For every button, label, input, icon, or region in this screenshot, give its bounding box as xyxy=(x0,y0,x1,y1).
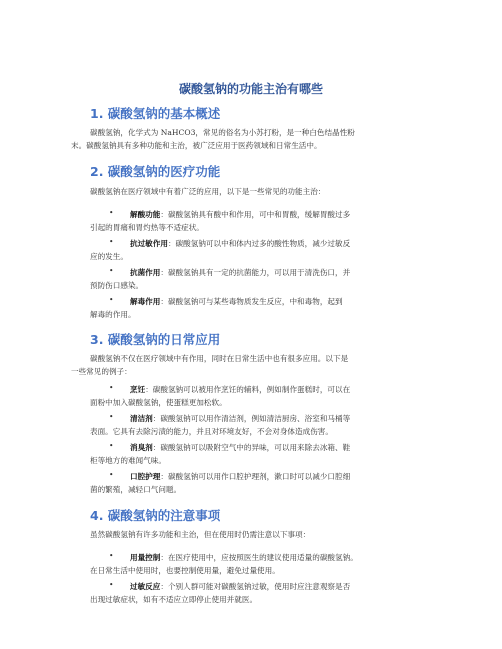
bullet-icon: • xyxy=(109,470,114,479)
paragraph-line: 末。碳酸氢钠具有多种功能和主治，被广泛应用于医药领域和日常生活中。 xyxy=(71,141,322,150)
bullet-icon: • xyxy=(109,412,114,421)
section-intro: 碳酸氢钠不仅在医疗领域中有作用，同时在日常生活中也有很多应用。以下是 xyxy=(90,354,349,363)
list-item-continuation: 表面。它具有去除污渍的能力，并且对环境友好，不会对身体造成伤害。 xyxy=(90,427,333,436)
list-item: 消臭剂：碳酸氢钠可以吸附空气中的异味，可以用来除去冰箱、鞋 xyxy=(130,443,351,452)
list-item-continuation: 在日常生活中使用时，也要控制使用量，避免过量使用。 xyxy=(90,566,280,575)
list-item: 用量控制：在医疗使用中，应按照医生的建议使用适量的碳酸氢钠。 xyxy=(130,553,358,562)
list-item-continuation: 解毒的作用。 xyxy=(90,310,136,319)
list-item-continuation: 柜等地方的难闻气味。 xyxy=(90,456,166,465)
section-intro: 碳酸氢钠在医疗领域中有着广泛的应用，以下是一些常见的功能主治： xyxy=(90,187,326,196)
section-heading-4: 4. 碳酸氢钠的注意事项 xyxy=(90,508,221,523)
list-item: 清洁剂：碳酸氢钠可以用作清洁剂，例如清洁厨房、浴室和马桶等 xyxy=(130,414,351,423)
list-item-continuation: 出现过敏症状，如有不适应立即停止使用并就医。 xyxy=(90,595,258,604)
list-item-continuation: 面粉中加入碳酸氢钠，使蛋糕更加松软。 xyxy=(90,398,227,407)
list-item: 解毒作用：碳酸氢钠可与某些毒物质发生反应，中和毒物，起到 xyxy=(130,297,343,306)
bullet-icon: • xyxy=(109,237,114,246)
bullet-icon: • xyxy=(109,551,114,560)
list-item: 抗过敏作用：碳酸氢钠可以中和体内过多的酸性物质，减少过敏反 xyxy=(130,239,351,248)
bullet-icon: • xyxy=(109,441,114,450)
section-intro: 虽然碳酸氢钠有许多功能和主治，但在使用时仍需注意以下事项： xyxy=(90,530,311,539)
bullet-icon: • xyxy=(109,383,114,392)
list-item-continuation: 预防伤口感染。 xyxy=(90,281,144,290)
list-item: 口腔护理：碳酸氢钠可以用作口腔护理剂，漱口时可以减少口腔细 xyxy=(130,472,351,481)
list-item: 抗菌作用：碳酸氢钠具有一定的抗菌能力，可以用于清洗伤口，并 xyxy=(130,268,351,277)
list-item-continuation: 菌的繁殖，减轻口气问题。 xyxy=(90,485,182,494)
bullet-icon: • xyxy=(109,266,114,275)
section-intro: 一些常见的例子： xyxy=(71,367,132,376)
list-item-continuation: 引起的胃痛和胃灼热等不适症状。 xyxy=(90,223,204,232)
bullet-icon: • xyxy=(109,295,114,304)
document-title: 碳酸氢钠的功能主治有哪些 xyxy=(178,82,323,96)
list-item: 烹饪：碳酸氢钠可以被用作烹饪的辅料，例如制作蛋糕时，可以在 xyxy=(130,385,351,394)
section-heading-3: 3. 碳酸氢钠的日常应用 xyxy=(90,332,221,347)
section-heading-1: 1. 碳酸氢钠的基本概述 xyxy=(90,106,221,121)
list-item: 过敏反应：个别人群可能对碳酸氢钠过敏，使用时应注意观察是否 xyxy=(130,582,351,591)
list-item: 解酸功能：碳酸氢钠具有酸中和作用，可中和胃酸，缓解胃酸过多 xyxy=(130,210,351,219)
bullet-icon: • xyxy=(109,580,114,589)
list-item-continuation: 应的发生。 xyxy=(90,252,128,261)
section-heading-2: 2. 碳酸氢钠的医疗功能 xyxy=(90,164,221,179)
bullet-icon: • xyxy=(109,208,114,217)
paragraph-line: 碳酸氢钠，化学式为 NaHCO3，常见的俗名为小苏打粉，是一种白色结晶性粉 xyxy=(90,128,355,137)
